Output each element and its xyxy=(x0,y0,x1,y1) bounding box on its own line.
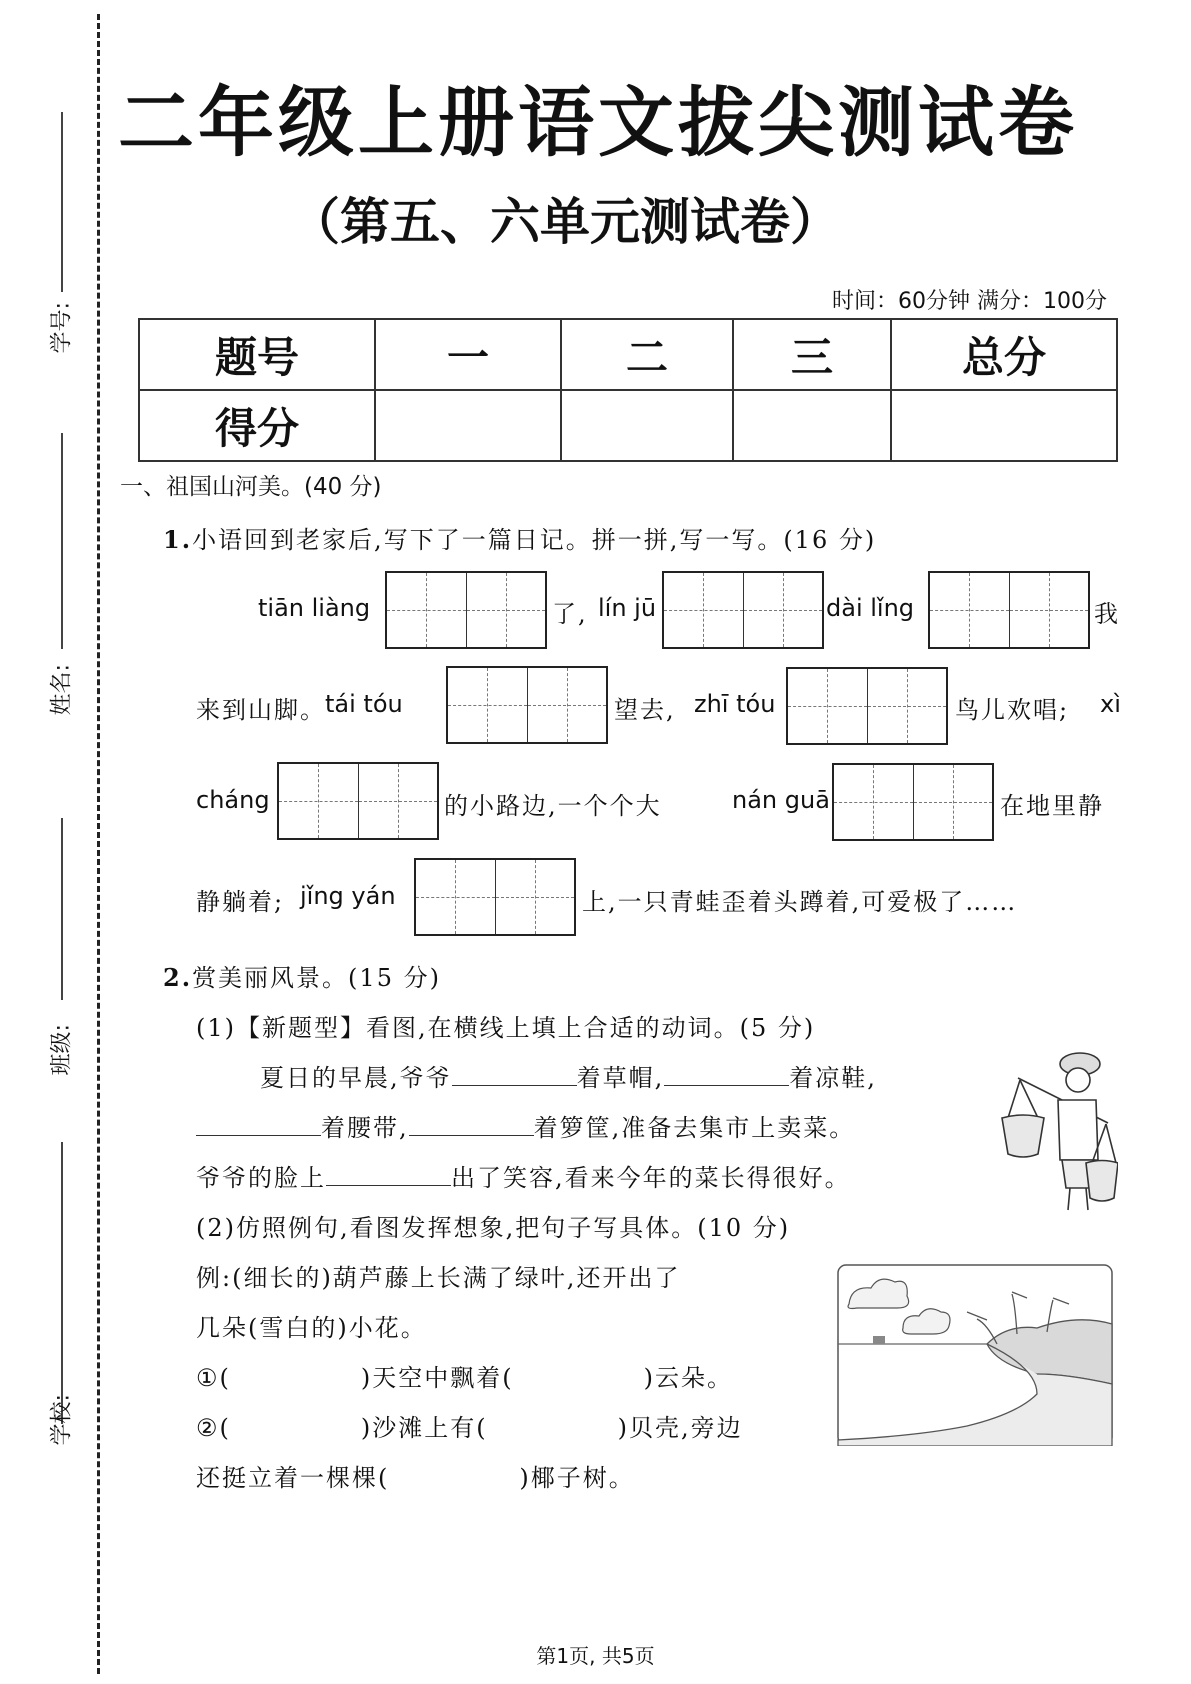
student-id-label: 学号: xyxy=(49,302,75,354)
blank-cao-mao[interactable] xyxy=(452,1064,577,1086)
binding-dashed-line xyxy=(97,14,100,1674)
item2-mid: )沙滩上有( xyxy=(360,1414,488,1442)
beach-illustration xyxy=(837,1264,1113,1446)
q2-sub1-line3 xyxy=(196,1158,851,1193)
answer-box-tian-liang[interactable] xyxy=(385,571,547,649)
score-row-label: 得分 xyxy=(139,390,375,461)
score-cell-2[interactable] xyxy=(561,390,733,461)
q2-sub2-item3 xyxy=(196,1458,635,1493)
q2-sub1-text-c: 着凉鞋, xyxy=(789,1064,877,1092)
pinyin-nan-gua: nán guā xyxy=(732,786,830,814)
answer-box-lin-ju[interactable] xyxy=(662,571,824,649)
page-subtitle: （第五、六单元测试卷） xyxy=(290,193,840,251)
text-zai-di-li-jing: 在地里静 xyxy=(1000,792,1104,820)
q2-sub2-item2 xyxy=(196,1408,743,1443)
text-lai-dao-shan-jiao: 来到山脚。 xyxy=(196,696,326,724)
section-1-title: 一、祖国山河美。(40 分) xyxy=(120,474,382,500)
header-cell-total: 总分 xyxy=(891,319,1117,390)
score-table-score-row xyxy=(139,390,1117,461)
q2-sub1-text-a: 夏日的早晨,爷爷 xyxy=(260,1064,452,1092)
item3-open: 还挺立着一棵棵( xyxy=(196,1464,390,1492)
answer-box-zhi-tou[interactable] xyxy=(786,667,948,745)
pinyin-xi: xì xyxy=(1100,690,1121,718)
student-id-line[interactable] xyxy=(61,112,63,292)
text-qing-wa: 上,一只青蛙歪着头蹲着,可爱极了…… xyxy=(582,888,1018,916)
score-table-header-row xyxy=(139,319,1117,390)
answer-box-xi-chang[interactable] xyxy=(277,762,439,840)
name-line[interactable] xyxy=(61,433,63,649)
q2-sub1-text-d: 着腰带, xyxy=(321,1114,409,1142)
q1-prompt-text: 小语回到老家后,写下了一篇日记。拼一拼,写一写。(16 分) xyxy=(192,526,877,554)
q2-sub1-line1 xyxy=(260,1058,877,1093)
pinyin-zhi-tou: zhī tóu xyxy=(694,690,776,718)
q2-sub1-text-e: 着箩筐,准备去集市上卖菜。 xyxy=(533,1114,856,1142)
item3-end: )椰子树。 xyxy=(519,1464,635,1492)
pinyin-tai-tou: tái tóu xyxy=(325,690,403,718)
q2-sub2-example-line2: 几朵(雪白的)小花。 xyxy=(196,1314,427,1342)
header-cell-1: 一 xyxy=(375,319,561,390)
class-line[interactable] xyxy=(61,818,63,1000)
item1-end: )云朵。 xyxy=(643,1364,733,1392)
text-niao-er-huan-chang: 鸟儿欢唱; xyxy=(955,696,1070,724)
class-label: 班级: xyxy=(49,1024,75,1076)
pinyin-lin-ju: lín jū xyxy=(598,594,657,622)
score-cell-3[interactable] xyxy=(733,390,891,461)
q2-sub1-line2 xyxy=(196,1108,855,1143)
text-de-xiao-lu-bian: 的小路边,一个个大 xyxy=(444,792,662,820)
q2-sub1-text-b: 着草帽, xyxy=(576,1064,665,1092)
name-label: 姓名: xyxy=(49,664,75,716)
school-label: 学校: xyxy=(49,1394,75,1446)
q2-sub1-text-f: 爷爷的脸上 xyxy=(196,1164,326,1192)
q1-number: 1. xyxy=(163,525,193,554)
item2-open: ②( xyxy=(196,1414,231,1442)
pinyin-tian-liang: tiān liàng xyxy=(258,594,371,622)
item1-mid: )天空中飘着( xyxy=(360,1364,514,1392)
header-cell-3: 三 xyxy=(733,319,891,390)
q2-sub2-item1 xyxy=(196,1358,733,1393)
blank-luo-kuang[interactable] xyxy=(409,1114,534,1136)
score-cell-total[interactable] xyxy=(891,390,1117,461)
header-cell-question-no: 题号 xyxy=(139,319,375,390)
pinyin-chang: cháng xyxy=(196,786,270,814)
header-cell-2: 二 xyxy=(561,319,733,390)
q2-sub2-example-line1: 例:(细长的)葫芦藤上长满了绿叶,还开出了 xyxy=(196,1264,681,1292)
item2-end: )贝壳,旁边 xyxy=(617,1414,743,1442)
score-table xyxy=(138,318,1118,462)
q2-sub1-text-g: 出了笑容,看来今年的菜长得很好。 xyxy=(451,1164,851,1192)
q2-sub2-prompt: (2)仿照例句,看图发挥想象,把句子写具体。(10 分) xyxy=(196,1214,791,1242)
answer-box-tai-tou[interactable] xyxy=(446,666,608,744)
q2-number: 2. xyxy=(163,963,193,992)
blank-liang-xie[interactable] xyxy=(664,1064,789,1086)
text-le: 了, xyxy=(552,600,588,628)
exam-meta: 时间：60分钟 满分：100分 xyxy=(832,289,1107,314)
text-wo: 我 xyxy=(1094,600,1120,628)
page-title: 二年级上册语文拔尖测试卷 xyxy=(118,78,1078,167)
pinyin-dai-ling: dài lǐng xyxy=(826,594,915,622)
farmer-illustration xyxy=(998,1048,1118,1218)
text-wang-qu: 望去, xyxy=(614,696,676,724)
answer-box-dai-ling[interactable] xyxy=(928,571,1090,649)
blank-yao-dai[interactable] xyxy=(196,1114,321,1136)
blank-xiao-rong[interactable] xyxy=(326,1164,451,1186)
school-line[interactable] xyxy=(61,1142,63,1424)
q1-prompt xyxy=(163,520,876,555)
text-jing-tang-zhe: 静躺着; xyxy=(196,888,285,916)
score-cell-1[interactable] xyxy=(375,390,561,461)
pinyin-jing-yan: jǐng yán xyxy=(300,882,396,910)
item1-open: ①( xyxy=(196,1364,231,1392)
answer-box-jing-yan[interactable] xyxy=(414,858,576,936)
answer-box-nan-gua[interactable] xyxy=(832,763,994,841)
page-footer: 第1页, 共5页 xyxy=(536,1644,655,1668)
q2-prompt-text: 赏美丽风景。(15 分) xyxy=(192,964,441,992)
q2-prompt xyxy=(163,958,441,993)
q2-sub1-prompt: (1)【新题型】看图,在横线上填上合适的动词。(5 分) xyxy=(196,1014,816,1042)
